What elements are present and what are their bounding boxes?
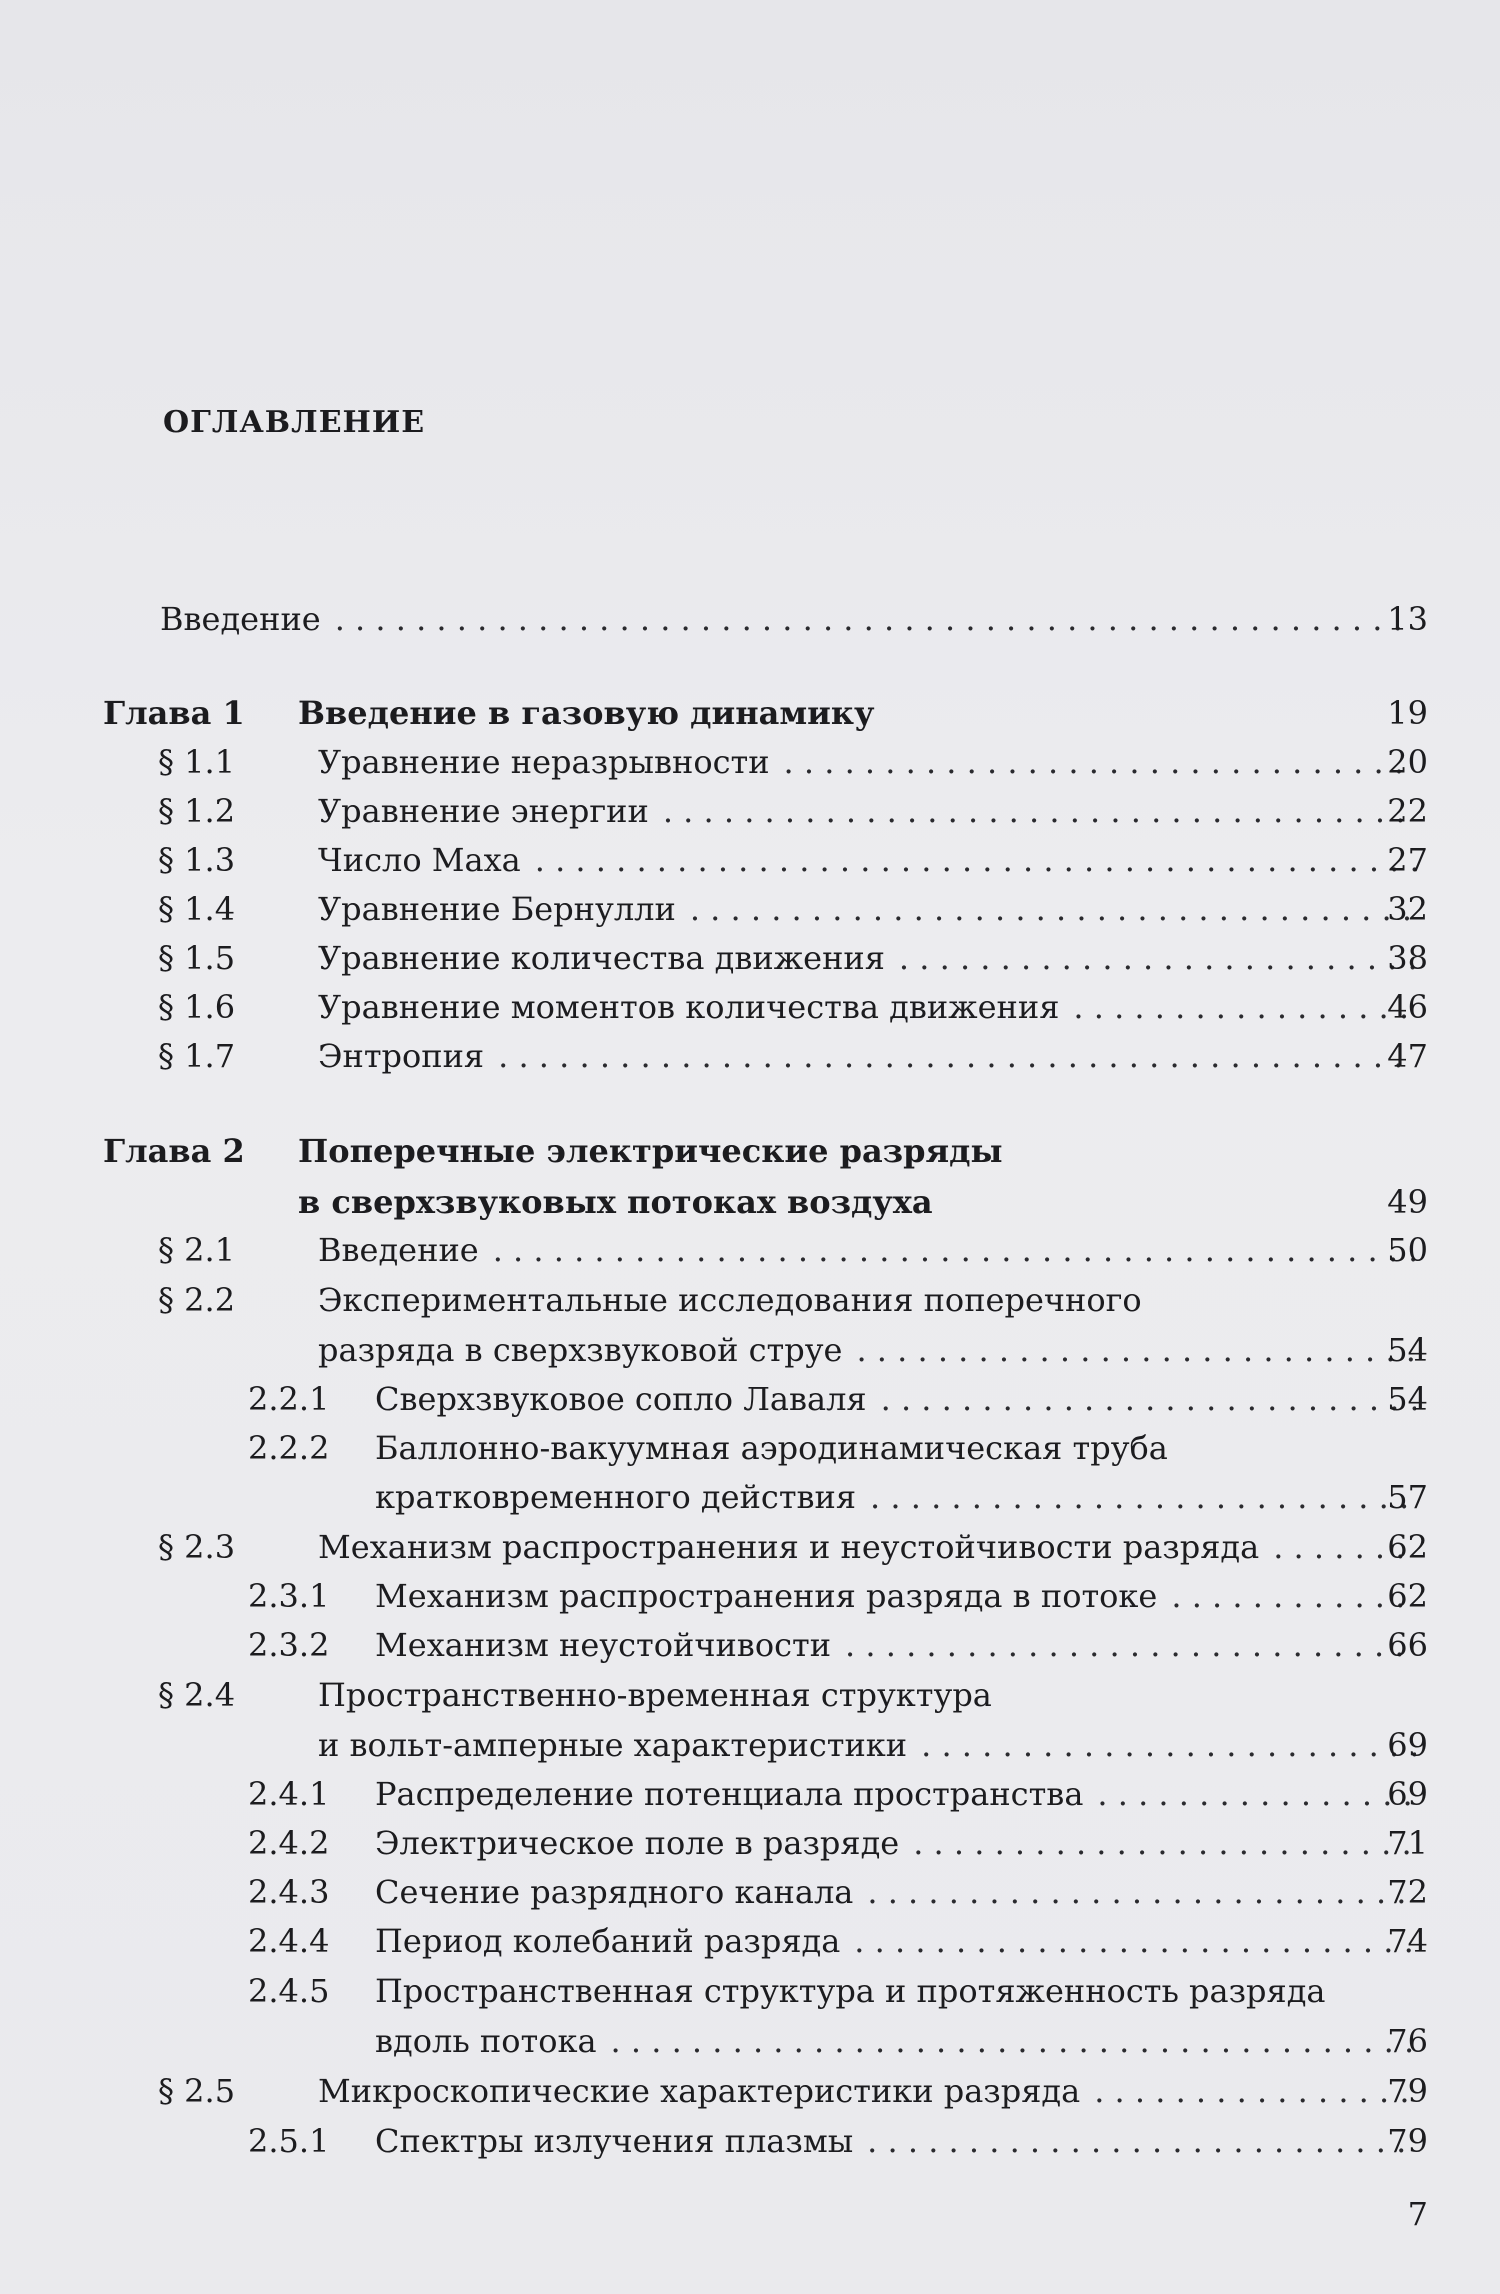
leader-dots [535,836,1416,884]
subsection-title: Спектры излучения плазмы [375,2122,854,2160]
entry-page: 72 [1387,1873,1428,1911]
subsection-title: Распределение потенциала пространства [375,1775,1084,1813]
section-title: Введение [318,1231,479,1269]
entry-page: 69 [1387,1775,1428,1813]
entry-page: 57 [1387,1478,1428,1516]
subsection-number: 2.4.5 [248,1972,330,2010]
toc-section [0,1523,1500,1571]
toc-subsection [0,1770,1500,1818]
toc-entry [0,595,1500,643]
subsection-title: Электрическое поле в разряде [375,1824,900,1862]
subsection-title-line1: Пространственная структура и протяженность разряда [375,1972,1326,2010]
entry-title: Введение [160,600,321,638]
toc-subsection [0,2117,1500,2165]
entry-page: 19 [1387,694,1428,732]
section-title: Число Маха [318,841,521,879]
entry-page: 13 [1387,600,1428,638]
toc-section [0,934,1500,982]
subsection-title: Механизм распространения разряда в потоке [375,1577,1158,1615]
section-number: § 1.5 [158,939,236,977]
subsection-number: 2.3.1 [248,1577,330,1615]
section-number: § 2.3 [158,1528,236,1566]
section-number: § 1.4 [158,890,236,928]
toc-section-cont [0,1326,1500,1374]
section-number: § 1.3 [158,841,236,879]
subsection-title-line1: Баллонно-вакуумная аэродинамическая труба [375,1429,1168,1467]
entry-page: 69 [1387,1726,1428,1764]
leader-dots [1094,2067,1416,2115]
entry-page: 62 [1387,1577,1428,1615]
section-number: § 1.6 [158,988,236,1026]
toc-subsection [0,1572,1500,1620]
toc-chapter-cont [0,1178,1500,1226]
subsection-number: 2.4.1 [248,1775,330,1813]
subsection-title-line2: кратковременного действия [375,1478,857,1516]
section-number: § 2.5 [158,2072,236,2110]
section-number: § 2.4 [158,1676,236,1714]
toc-subsection-cont [0,2017,1500,2065]
leader-dots [867,2117,1416,2165]
leader-dots [690,885,1416,933]
entry-page: 32 [1387,890,1428,928]
leader-dots [1073,983,1416,1031]
toc-section [0,738,1500,786]
section-number: § 2.1 [158,1231,236,1269]
leader-dots [856,1326,1416,1374]
entry-page: 49 [1387,1183,1428,1221]
toc-section-cont [0,1721,1500,1769]
entry-page: 79 [1387,2072,1428,2110]
subsection-number: 2.4.2 [248,1824,330,1862]
leader-dots [913,1819,1416,1867]
section-number: § 1.1 [158,743,236,781]
subsection-title: Период колебаний разряда [375,1922,841,1960]
toc-subsection [0,1819,1500,1867]
leader-dots [611,2017,1416,2065]
toc-subsection [0,1967,1500,2015]
entry-page: 47 [1387,1037,1428,1075]
subsection-title: Механизм неустойчивости [375,1626,832,1664]
toc-subsection-cont [0,1473,1500,1521]
toc-subsection [0,1868,1500,1916]
leader-dots [854,1917,1416,1965]
subsection-title: Сверхзвуковое сопло Лаваля [375,1380,867,1418]
section-number: § 1.7 [158,1037,236,1075]
section-title: Энтропия [318,1037,485,1075]
leader-dots [784,738,1416,786]
toc-section [0,983,1500,1031]
section-title: Механизм распространения и неустойчивости разряда [318,1528,1260,1566]
subsection-number: 2.2.1 [248,1380,330,1418]
toc-section [0,1671,1500,1719]
toc-subsection [0,1424,1500,1472]
entry-page: 54 [1387,1331,1428,1369]
leader-dots [1097,1770,1416,1818]
leader-dots [870,1473,1416,1521]
toc-chapter [0,689,1500,737]
toc-chapter [0,1127,1500,1175]
toc-section [0,836,1500,884]
toc-section [0,1226,1500,1274]
subsection-title-line2: вдоль потока [375,2022,597,2060]
toc-section [0,787,1500,835]
entry-page: 76 [1387,2022,1428,2060]
entry-page: 66 [1387,1626,1428,1664]
section-title: Микроскопические характеристики разряда [318,2072,1081,2110]
section-number: § 2.2 [158,1281,236,1319]
toc-section [0,1276,1500,1324]
toc-subsection [0,1375,1500,1423]
entry-page: 79 [1387,2122,1428,2160]
section-title-line2: разряда в сверхзвуковой струе [318,1331,843,1369]
leader-dots [845,1621,1416,1669]
toc-subsection [0,1621,1500,1669]
subsection-number: 2.3.2 [248,1626,330,1664]
section-title-line1: Экспериментальные исследования поперечного [318,1281,1142,1319]
entry-page: 71 [1387,1824,1428,1862]
entry-page: 20 [1387,743,1428,781]
section-title: Уравнение моментов количества движения [318,988,1060,1026]
section-number: § 1.2 [158,792,236,830]
chapter-title-line2: в сверхзвуковых потоках воздуха [298,1183,933,1221]
subsection-title: Сечение разрядного канала [375,1873,854,1911]
section-title: Уравнение энергии [318,792,649,830]
chapter-number: Глава 1 [103,694,245,732]
toc-subsection [0,1917,1500,1965]
entry-page: 27 [1387,841,1428,879]
leader-dots [1171,1572,1416,1620]
leader-dots [663,787,1416,835]
entry-page: 54 [1387,1380,1428,1418]
section-title: Уравнение неразрывности [318,743,770,781]
toc-section [0,885,1500,933]
leader-dots [498,1032,1416,1080]
section-title: Уравнение Бернулли [318,890,676,928]
entry-page: 22 [1387,792,1428,830]
chapter-title-line1: Поперечные электрические разряды [298,1132,1003,1170]
leader-dots [899,934,1416,982]
section-title-line2: и вольт-амперные характеристики [318,1726,908,1764]
leader-dots [493,1226,1416,1274]
section-title-line1: Пространственно-временная структура [318,1676,992,1714]
toc-section [0,1032,1500,1080]
chapter-number: Глава 2 [103,1132,245,1170]
leader-dots [335,595,1416,643]
section-title: Уравнение количества движения [318,939,885,977]
subsection-number: 2.5.1 [248,2122,330,2160]
leader-dots [881,1375,1416,1423]
subsection-number: 2.2.2 [248,1429,330,1467]
entry-page: 62 [1387,1528,1428,1566]
chapter-title: Введение в газовую динамику [298,694,875,732]
page-number: 7 [1407,2195,1428,2233]
entry-page: 50 [1387,1231,1428,1269]
toc-section [0,2067,1500,2115]
entry-page: 74 [1387,1922,1428,1960]
leader-dots [867,1868,1416,1916]
entry-page: 46 [1387,988,1428,1026]
subsection-number: 2.4.4 [248,1922,330,1960]
leader-dots [921,1721,1416,1769]
entry-page: 38 [1387,939,1428,977]
toc-heading: ОГЛАВЛЕНИЕ [163,405,426,440]
subsection-number: 2.4.3 [248,1873,330,1911]
